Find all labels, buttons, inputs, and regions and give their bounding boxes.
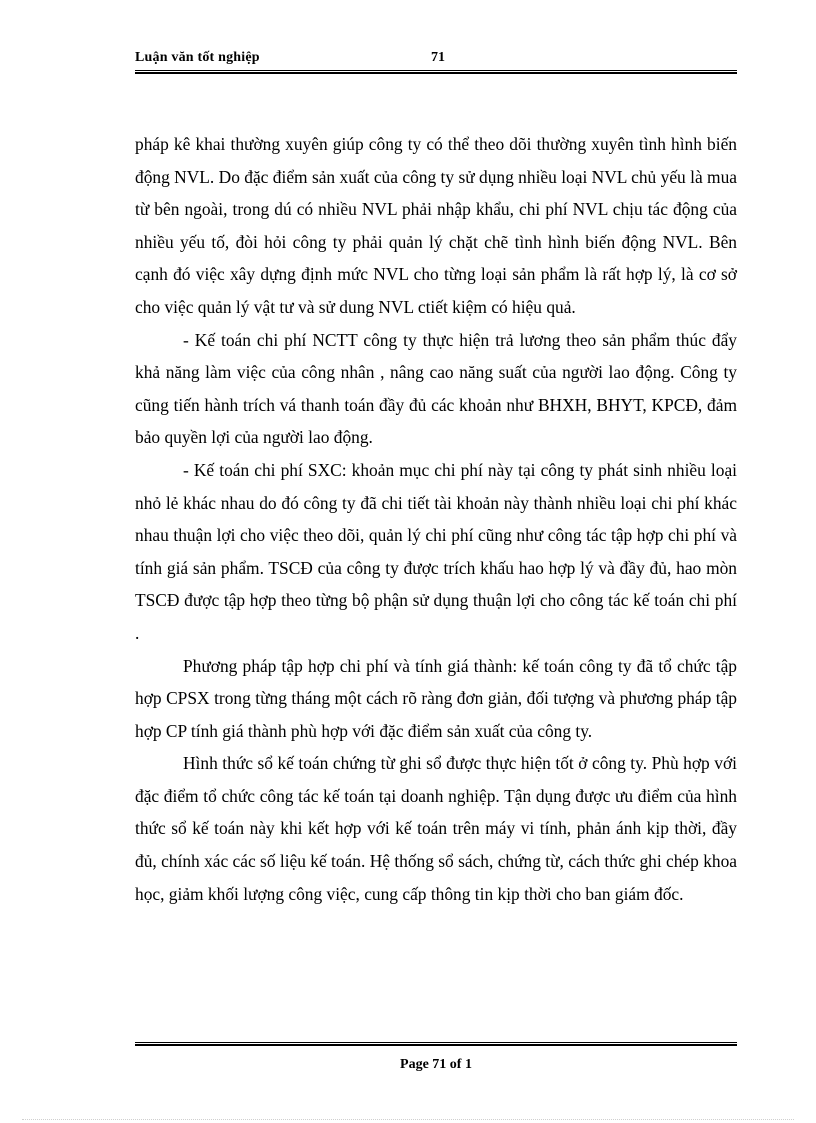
- page-edge-divider: [22, 1119, 794, 1120]
- page-footer: Page 71 of 1: [400, 1057, 472, 1072]
- header-page-number: 71: [431, 50, 445, 65]
- paragraph-costing-method: Phương pháp tập hợp chi phí và tính giá thành: kế toán công ty đã tổ chức tập hợp CPSX trong từng tháng một cách rõ ràng đơn giản, đối tượng và phương pháp tập hợp CP tính giá thành phù hợp với đặc điểm sản xuất của công ty.: [135, 655, 737, 741]
- footer-rule: [135, 1042, 737, 1046]
- page-header: [135, 48, 737, 70]
- paragraph-sxc: - Kế toán chi phí SXC: khoản mục chi phí này tại công ty phát sinh nhiều loại nhỏ lẻ khác nhau do đó công ty đã chi tiết tài khoản này thành nhiều loại chi phí khác nhau thuận lợi cho việc theo dõi, quản lý chi phí cũng như công tác tập hợp chi phí và tính giá sản phẩm. TSCĐ của công ty được trích khấu hao hợp lý và đầy đủ, hao mòn TSCĐ được tập hợp theo từng bộ phận sử dụng thuận lợi cho công tác kế toán chi phí .: [135, 459, 737, 643]
- thesis-title: Luận văn tốt nghiệp: [135, 50, 260, 65]
- body-text: [135, 128, 737, 910]
- paragraph-bookkeeping-form: Hình thức sổ kế toán chứng từ ghi sổ được thực hiện tốt ở công ty. Phù hợp với đặc điểm tổ chức công tác kế toán tại doanh nghiệp. Tận dụng được ưu điểm của hình thức sổ kế toán này khi kết hợp với kế toán trên máy vi tính, phản ánh kịp thời, đầy đủ, chính xác các số liệu kế toán. Hệ thống sổ sách, chứng từ, cách thức ghi chép khoa học, giảm khối lượng công việc, cung cấp thông tin kịp thời cho ban giám đốc.: [135, 753, 737, 904]
- paragraph-nvl: pháp kê khai thường xuyên giúp công ty có thể theo dõi thường xuyên tình hình biến động NVL. Do đặc điểm sản xuất của công ty sử dụng nhiều loại NVL chủ yếu là mua từ bên ngoài, trong dú có nhiều NVL phải nhập khẩu, chi phí NVL chịu tác động của nhiều yếu tố, đòi hỏi công ty phải quản lý chặt chẽ tình hình biến động NVL. Bên cạnh đó việc xây dựng định mức NVL cho từng loại sản phẩm là rất hợp lý, là cơ sở cho việc quản lý vật tư và sử dung NVL ctiết kiệm có hiệu quả.: [135, 134, 737, 317]
- paragraph-nctt: - Kế toán chi phí NCTT công ty thực hiện trả lương theo sản phẩm thúc đẩy khả năng làm việc của công nhân , nâng cao năng suất của người lao động. Công ty cũng tiến hành trích vá thanh toán đầy đủ các khoản như BHXH, BHYT, KPCĐ, đảm bảo quyền lợi của người lao động.: [135, 329, 737, 448]
- header-rule: [135, 70, 737, 74]
